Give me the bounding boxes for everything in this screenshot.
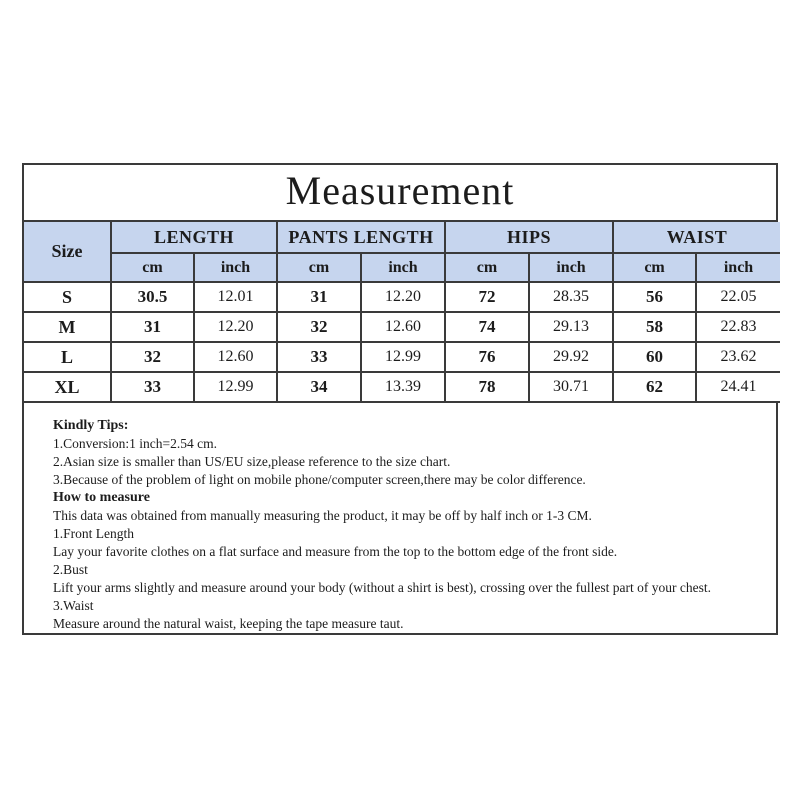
unit-header-row — [24, 253, 780, 282]
table-row-xl — [24, 372, 780, 402]
value-cell: 32 — [111, 342, 194, 372]
value-cell: 30.5 — [111, 282, 194, 312]
value-cell: 56 — [613, 282, 696, 312]
bust-label: 2.Bust — [53, 562, 88, 577]
waist-instruction: Measure around the natural waist, keeping the tape measure taut. — [53, 616, 404, 631]
tip-color-difference: 3.Because of the problem of light on mobile phone/computer screen,there may be color difference. — [53, 472, 586, 487]
column-group-waist: WAIST — [613, 222, 780, 253]
value-cell: 78 — [445, 372, 529, 402]
size-label: S — [24, 282, 111, 312]
table-row-l — [24, 342, 780, 372]
tip-conversion: 1.Conversion:1 inch=2.54 cm. — [53, 436, 217, 451]
value-cell: 22.05 — [696, 282, 780, 312]
value-cell: 33 — [277, 342, 361, 372]
value-cell: 12.60 — [194, 342, 277, 372]
column-group-hips: HIPS — [445, 222, 613, 253]
value-cell: 58 — [613, 312, 696, 342]
value-cell: 22.83 — [696, 312, 780, 342]
content-frame — [22, 163, 778, 635]
value-cell: 13.39 — [361, 372, 445, 402]
unit-header-length-cm: cm — [111, 253, 194, 282]
value-cell: 31 — [111, 312, 194, 342]
unit-header-waist-inch: inch — [696, 253, 780, 282]
value-cell: 62 — [613, 372, 696, 402]
group-header-row — [24, 222, 780, 253]
size-label: L — [24, 342, 111, 372]
value-cell: 12.99 — [194, 372, 277, 402]
value-cell: 31 — [277, 282, 361, 312]
unit-header-waist-cm: cm — [613, 253, 696, 282]
value-cell: 76 — [445, 342, 529, 372]
table-row-m — [24, 312, 780, 342]
tips-heading: Kindly Tips: — [53, 418, 129, 433]
value-cell: 29.13 — [529, 312, 613, 342]
waist-label: 3.Waist — [53, 598, 94, 613]
unit-header-pants-inch: inch — [361, 253, 445, 282]
value-cell: 60 — [613, 342, 696, 372]
unit-header-length-inch: inch — [194, 253, 277, 282]
unit-header-pants-cm: cm — [277, 253, 361, 282]
bust-instruction: Lift your arms slightly and measure around your body (without a shirt is best), crossing over the fullest part of your chest. — [53, 580, 711, 595]
value-cell: 32 — [277, 312, 361, 342]
front-length-instruction: Lay your favorite clothes on a flat surface and measure from the top to the bottom edge of the front side. — [53, 544, 618, 559]
size-table — [24, 222, 780, 403]
size-label: M — [24, 312, 111, 342]
value-cell: 34 — [277, 372, 361, 402]
how-to-measure-heading: How to measure — [53, 490, 150, 505]
table-row-s — [24, 282, 780, 312]
value-cell: 24.41 — [696, 372, 780, 402]
value-cell: 74 — [445, 312, 529, 342]
column-group-length: LENGTH — [111, 222, 277, 253]
value-cell: 28.35 — [529, 282, 613, 312]
column-header-size: Size — [24, 222, 111, 282]
tips-section — [24, 403, 776, 633]
value-cell: 72 — [445, 282, 529, 312]
value-cell: 29.92 — [529, 342, 613, 372]
value-cell: 12.20 — [361, 282, 445, 312]
page-title: Measurement — [285, 167, 515, 213]
unit-header-hips-cm: cm — [445, 253, 529, 282]
value-cell: 12.99 — [361, 342, 445, 372]
front-length-label: 1.Front Length — [53, 526, 134, 541]
unit-header-hips-inch: inch — [529, 253, 613, 282]
value-cell: 12.20 — [194, 312, 277, 342]
column-group-pants-length: PANTS LENGTH — [277, 222, 445, 253]
measure-disclaimer: This data was obtained from manually measuring the product, it may be off by half inch or 1-3 CM. — [53, 508, 592, 523]
size-label: XL — [24, 372, 111, 402]
value-cell: 12.60 — [361, 312, 445, 342]
value-cell: 12.01 — [194, 282, 277, 312]
value-cell: 33 — [111, 372, 194, 402]
value-cell: 23.62 — [696, 342, 780, 372]
value-cell: 30.71 — [529, 372, 613, 402]
tip-asian-size: 2.Asian size is smaller than US/EU size,please reference to the size chart. — [53, 454, 451, 469]
title-bar — [24, 165, 776, 222]
